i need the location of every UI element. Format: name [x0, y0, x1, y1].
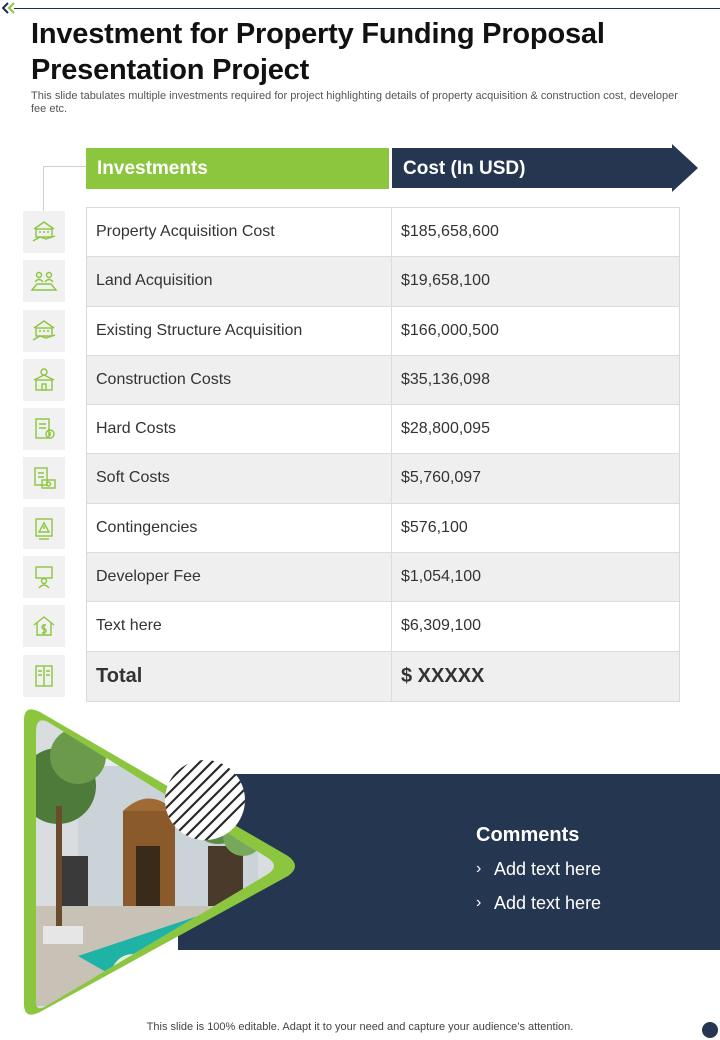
cost-cell: $35,136,098 [401, 370, 490, 388]
connector-line [43, 166, 44, 211]
total-row [87, 652, 679, 701]
investment-cell: Property Acquisition Cost [87, 208, 392, 256]
courtyard-photo-triangle [18, 706, 308, 1018]
building-handshake-icon [23, 310, 65, 352]
total-value: $ XXXXX [401, 664, 485, 687]
table-row [87, 356, 679, 405]
footer-note: This slide is 100% editable. Adapt it to your need and capture your audience’s attention. [146, 1021, 574, 1033]
investment-cell: Hard Costs [87, 405, 392, 453]
table-row [87, 504, 679, 553]
table-row [87, 602, 679, 651]
total-label: Total [87, 652, 392, 701]
investment-cell: Contingencies [87, 504, 392, 552]
header-investments: Investments [86, 148, 389, 189]
investment-cell: Developer Fee [87, 553, 392, 601]
table-row [87, 307, 679, 356]
page-title: Investment for Property Funding Proposal Presentation Project [31, 18, 605, 86]
cost-cell: $1,054,100 [401, 568, 482, 586]
cost-cell: $166,000,500 [401, 321, 499, 339]
table-row [87, 208, 679, 257]
cost-cell: $5,760,097 [401, 469, 482, 487]
chevron-right-icon: › [476, 894, 482, 911]
comment-text: Add text here [494, 859, 602, 879]
table-row [87, 454, 679, 503]
cost-cell: $576,100 [401, 518, 468, 536]
warning-board-icon [23, 507, 65, 549]
developer-presentation-icon [23, 556, 65, 598]
house-dollar-icon [23, 605, 65, 647]
table-row [87, 405, 679, 454]
invoice-money-icon [23, 457, 65, 499]
table-row [87, 553, 679, 602]
top-rule [14, 8, 720, 9]
ledger-icon [23, 655, 65, 697]
navy-dot-decoration [702, 1022, 718, 1038]
cost-cell: $6,309,100 [401, 617, 482, 635]
comment-text: Add text here [494, 893, 602, 913]
table-row [87, 257, 679, 306]
cost-cell: $19,658,100 [401, 272, 490, 290]
land-people-icon [23, 260, 65, 302]
investment-cell: Text here [87, 602, 392, 650]
connector-line [43, 166, 86, 167]
header-cost: Cost (In USD) [403, 158, 526, 179]
cost-cell: $185,658,600 [401, 223, 499, 240]
page-subtitle: This slide tabulates multiple investments required for project highlighting details of property acquisition & construction cost, developer fee etc. [31, 90, 678, 115]
comments-heading: Comments [476, 824, 580, 846]
investment-cell: Existing Structure Acquisition [87, 307, 392, 355]
comments-section [476, 822, 601, 920]
comment-bullet [476, 852, 601, 886]
icon-column [23, 211, 65, 704]
comment-bullet [476, 886, 601, 920]
investment-cell: Soft Costs [87, 454, 392, 502]
double-chevron-left-icon [2, 2, 16, 14]
building-handshake-icon [23, 211, 65, 253]
investment-cell: Construction Costs [87, 356, 392, 404]
house-coin-icon [23, 359, 65, 401]
chevron-right-icon: › [476, 860, 482, 877]
cost-cell: $28,800,095 [401, 420, 490, 438]
document-dollar-icon [23, 408, 65, 450]
investment-cell: Land Acquisition [87, 257, 392, 305]
investment-table [86, 207, 680, 702]
